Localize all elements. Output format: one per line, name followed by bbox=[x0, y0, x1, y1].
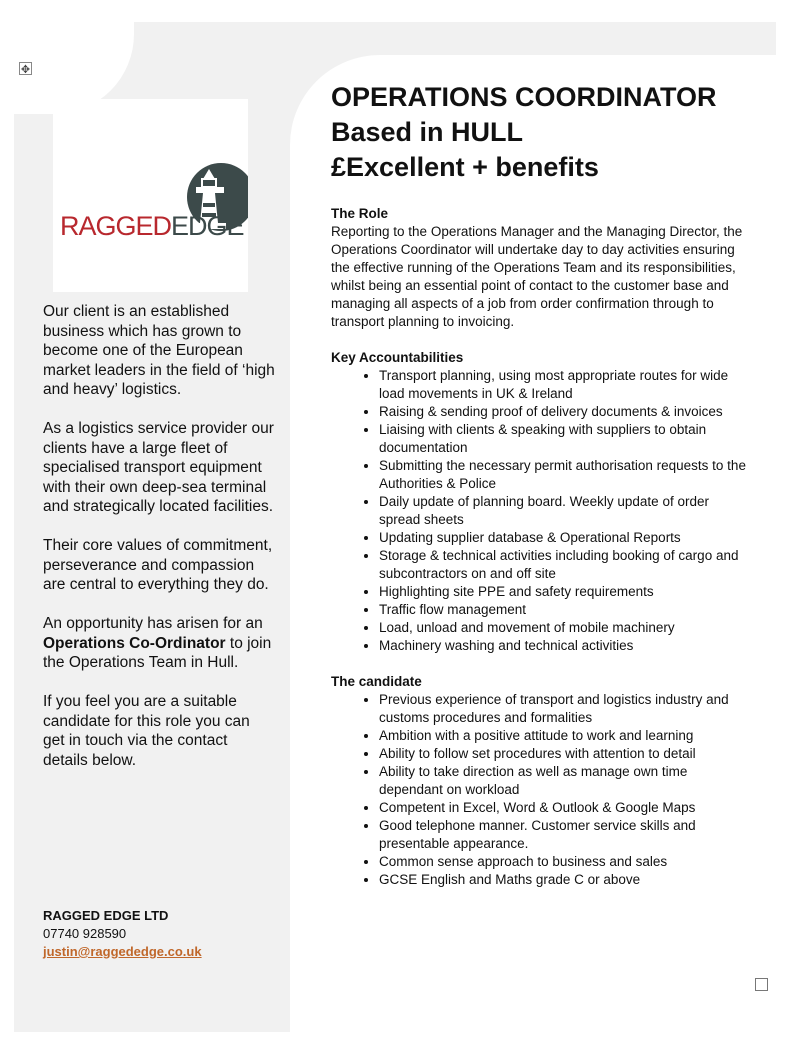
logo-word-edge: EDGE bbox=[171, 211, 244, 241]
list-item: • Liaising with clients & speaking with suppliers to obtain documentation bbox=[379, 421, 751, 457]
list-item: • Ability to take direction as well as manage own time dependant on workload bbox=[379, 763, 751, 799]
company-name: RAGGED EDGE LTD bbox=[43, 908, 169, 923]
role-description: Reporting to the Operations Manager and the Managing Director, the Operations Coordinator will undertake day to day activities ensuring the effective running of the Operations Team and its responsibilities, whilst being an essential point of contact to the customer base and managing all aspects of a job from order confirmation through to transport planning to invoicing. bbox=[331, 224, 743, 329]
phone-number: 07740 928590 bbox=[43, 926, 127, 941]
list-item: • Load, unload and movement of mobile machinery bbox=[379, 619, 751, 637]
list-item: • Ability to follow set procedures with attention to detail bbox=[379, 745, 751, 763]
list-item: • Transport planning, using most appropriate routes for wide load movements in UK & Ireland bbox=[379, 367, 751, 403]
ragged-edge-logo bbox=[53, 99, 248, 292]
intro-column bbox=[43, 302, 275, 790]
accountabilities-heading: Key Accountabilities bbox=[331, 350, 464, 365]
lighthouse-icon bbox=[53, 99, 248, 292]
list-item: • GCSE English and Maths grade C or above bbox=[379, 871, 751, 889]
intro-paragraph-5: If you feel you are a suitable candidate for this role you can get in touch via the contact details below. bbox=[43, 693, 250, 769]
job-title: OPERATIONS COORDINATOR bbox=[331, 82, 717, 112]
intro-paragraph-3: Their core values of commitment, perseverance and compassion are central to everything they do. bbox=[43, 537, 273, 593]
job-details-column bbox=[331, 80, 751, 889]
table-resize-icon[interactable] bbox=[755, 978, 768, 991]
list-item: • Submitting the necessary permit authorisation requests to the Authorities & Police bbox=[379, 457, 751, 493]
list-item: • Good telephone manner. Customer service skills and presentable appearance. bbox=[379, 817, 751, 853]
list-item: • Common sense approach to business and sales bbox=[379, 853, 751, 871]
job-salary: £Excellent + benefits bbox=[331, 152, 599, 182]
list-item: • Raising & sending proof of delivery documents & invoices bbox=[379, 403, 751, 421]
intro-paragraph-2: As a logistics service provider our clients have a large fleet of specialised transport equipment with their own deep-sea terminal and strategically located facilities. bbox=[43, 420, 274, 515]
job-location: Based in HULL bbox=[331, 117, 524, 147]
intro-p4-bold: Operations Co-Ordinator bbox=[43, 634, 226, 652]
intro-p4-pre: An opportunity has arisen for an bbox=[43, 615, 263, 632]
list-item: • Daily update of planning board. Weekly update of order spread sheets bbox=[379, 493, 751, 529]
accountabilities-list bbox=[331, 367, 751, 655]
contact-details bbox=[43, 907, 202, 961]
list-item: • Traffic flow management bbox=[379, 601, 751, 619]
list-item: • Updating supplier database & Operational Reports bbox=[379, 529, 751, 547]
role-heading: The Role bbox=[331, 206, 389, 221]
logo-word-ragged: RAGGED bbox=[60, 211, 172, 241]
list-item: • Machinery washing and technical activities bbox=[379, 637, 751, 655]
list-item: • Ambition with a positive attitude to work and learning bbox=[379, 727, 751, 745]
candidate-heading: The candidate bbox=[331, 674, 422, 689]
intro-p4-post: to join the Operations Team in Hull. bbox=[43, 634, 272, 671]
candidate-list bbox=[331, 691, 751, 889]
intro-paragraph-4 bbox=[43, 614, 275, 673]
list-item: • Highlighting site PPE and safety requirements bbox=[379, 583, 751, 601]
email-link[interactable]: justin@raggededge.co.uk bbox=[43, 944, 202, 959]
logo-wordmark bbox=[60, 211, 244, 242]
intro-paragraph-1: Our client is an established business which has grown to become one of the European market leaders in the field of ‘high and heavy’ logistics. bbox=[43, 303, 275, 398]
table-move-handle-icon[interactable]: ✥ bbox=[20, 63, 31, 76]
list-item: • Competent in Excel, Word & Outlook & Google Maps bbox=[379, 799, 751, 817]
list-item: • Previous experience of transport and logistics industry and customs procedures and formalities bbox=[379, 691, 751, 727]
list-item: • Storage & technical activities including booking of cargo and subcontractors on and off site bbox=[379, 547, 751, 583]
